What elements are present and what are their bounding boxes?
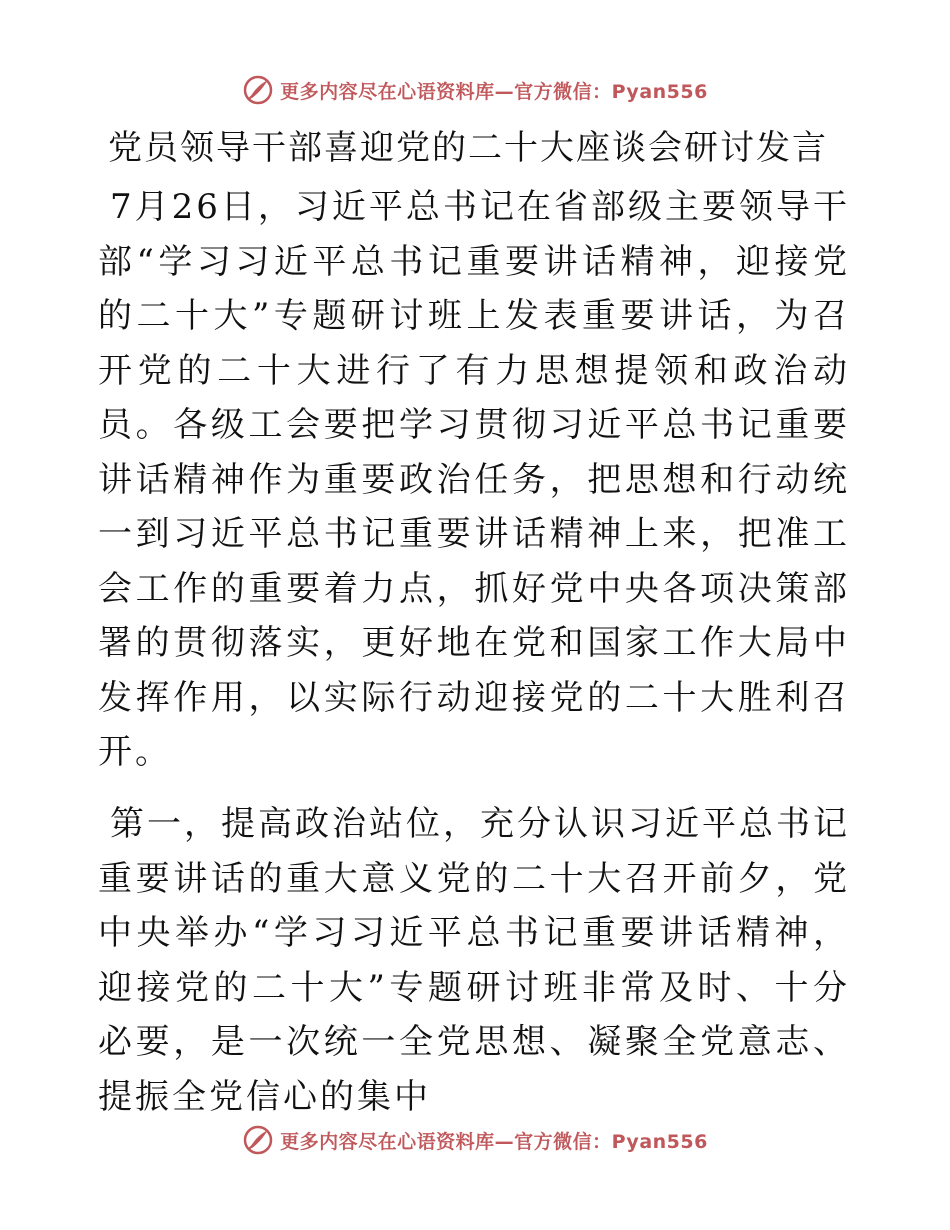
quill-pen-logo-icon xyxy=(242,1124,274,1156)
footer-watermark xyxy=(0,1120,950,1160)
watermark-text: 更多内容尽在心语资料库—官方微信：Pyan556 xyxy=(280,1130,708,1153)
watermark-text: 更多内容尽在心语资料库—官方微信：Pyan556 xyxy=(280,80,708,103)
document-title: 党员领导干部喜迎党的二十大座谈会研讨发言 xyxy=(108,128,828,168)
paragraph-1: 7月26日，习近平总书记在省部级主要领导干部“学习习近平总书记重要讲话精神，迎接党的二十大”专题研讨班上发表重要讲话，为召开党的二十大进行了有力思想提领和政治动员。各级工会要把学习贯彻习近平总书记重要讲话精神作为重要政治任务，把思想和行动统一到习近平总书记重要讲话精神上来，把准工会工作的重要着力点，抓好党中央各项决策部署的贯彻落实，更好地在党和国家工作大局中发挥作用，以实际行动迎接党的二十大胜利召开。 xyxy=(98,187,850,772)
header-watermark xyxy=(0,70,950,110)
paragraph-2: 第一，提高政治站位，充分认识习近平总书记重要讲话的重大意义党的二十大召开前夕，党中央举办“学习习近平总书记重要讲话精神，迎接党的二十大”专题研讨班非常及时、十分必要，是一次统一全党思想、凝聚全党意志、提振全党信心的集中 xyxy=(98,804,850,1117)
quill-pen-logo-icon xyxy=(242,74,274,106)
